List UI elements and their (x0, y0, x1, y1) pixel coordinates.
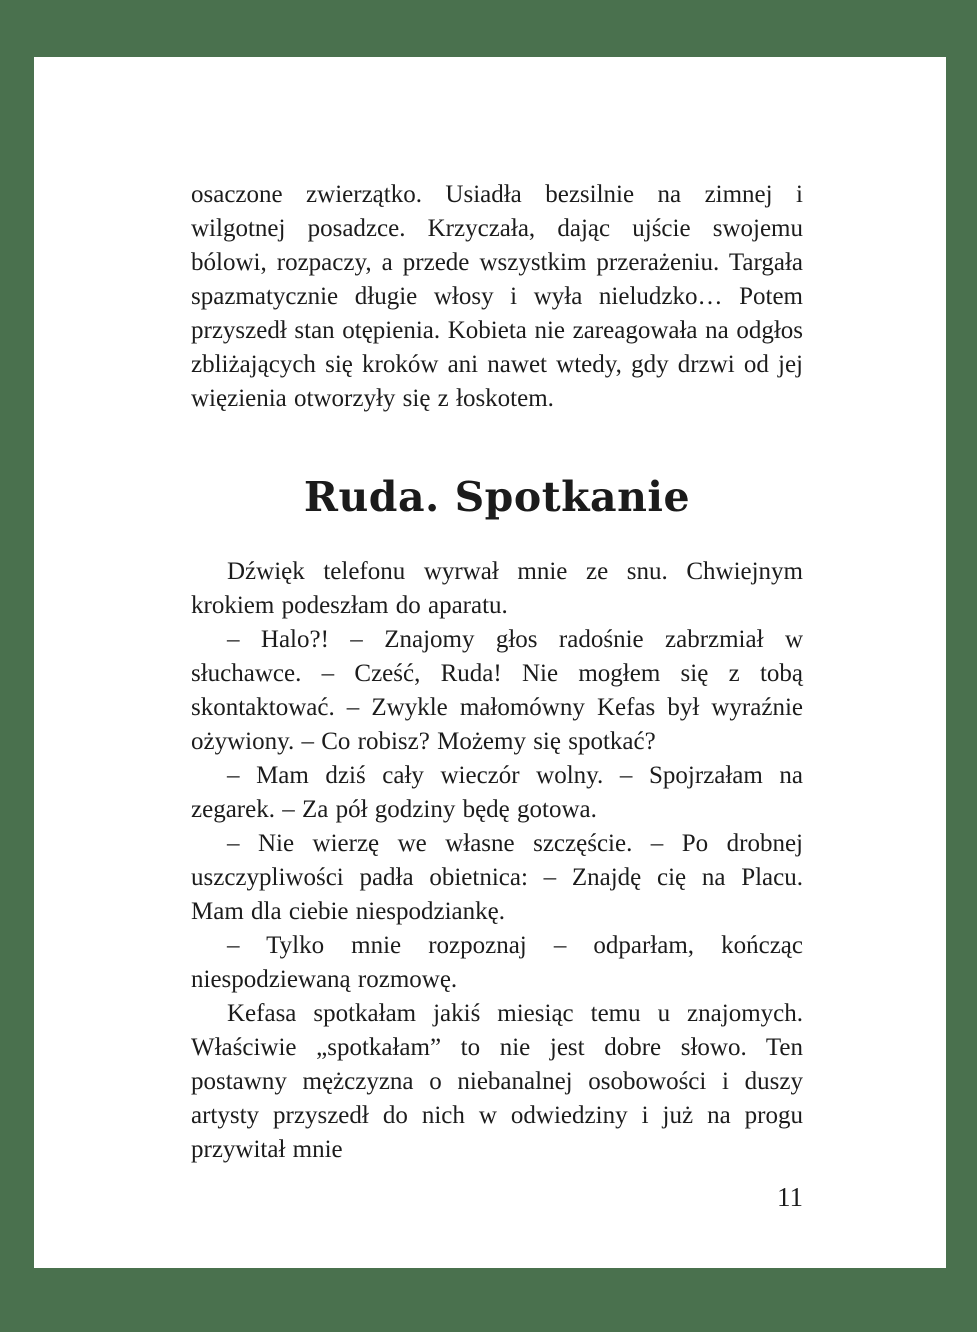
paragraph: – Mam dziś cały wieczór wolny. – Spojrzałam na zegarek. – Za pół godziny będę gotowa. (191, 762, 803, 824)
paragraph: Kefasa spotkałam jakiś miesiąc temu u znajomych. Właściwie „spotkałam” to nie jest dobre słowo. Ten postawny mężczyzna o niebanalnej osobowości i duszy artysty przyszedł do nich w odwiedziny i już na progu przywitał mnie (191, 1000, 803, 1164)
page-number: 11 (777, 1182, 803, 1212)
book-page (34, 57, 946, 1268)
paragraph: – Tylko mnie rozpoznaj – odparłam, kończąc niespodziewaną rozmowę. (191, 932, 803, 994)
paragraph: – Halo?! – Znajomy głos radośnie zabrzmiał w słuchawce. – Cześć, Ruda! Nie mogłem się z tobą skontaktować. – Zwykle małomówny Kefas był wyraźnie ożywiony. – Co robisz? Możemy się spotkać? (191, 626, 803, 756)
chapter-heading: Ruda. Spotkanie (303, 473, 691, 521)
paragraph: Dźwięk telefonu wyrwał mnie ze snu. Chwiejnym krokiem podeszłam do aparatu. (191, 558, 803, 620)
continuation-paragraph: osaczone zwierzątko. Usiadła bezsilnie na zimnej i wilgotnej posadzce. Krzyczała, dając ujście swojemu bólowi, rozpaczy, a przede wszystkim przerażeniu. Targała spazmatycznie długie włosy i wyła nieludzko… Potem przyszedł stan otępienia. Kobieta nie zareagowała na odgłos zbliżających się kroków ani nawet wtedy, gdy drzwi od jej więzienia otworzyły się z łoskotem. (191, 181, 803, 412)
paragraph: – Nie wierzę we własne szczęście. – Po drobnej uszczypliwości padła obietnica: – Znajdę cię na Placu. Mam dla ciebie niespodziankę. (191, 830, 803, 926)
text-column (191, 178, 803, 1167)
